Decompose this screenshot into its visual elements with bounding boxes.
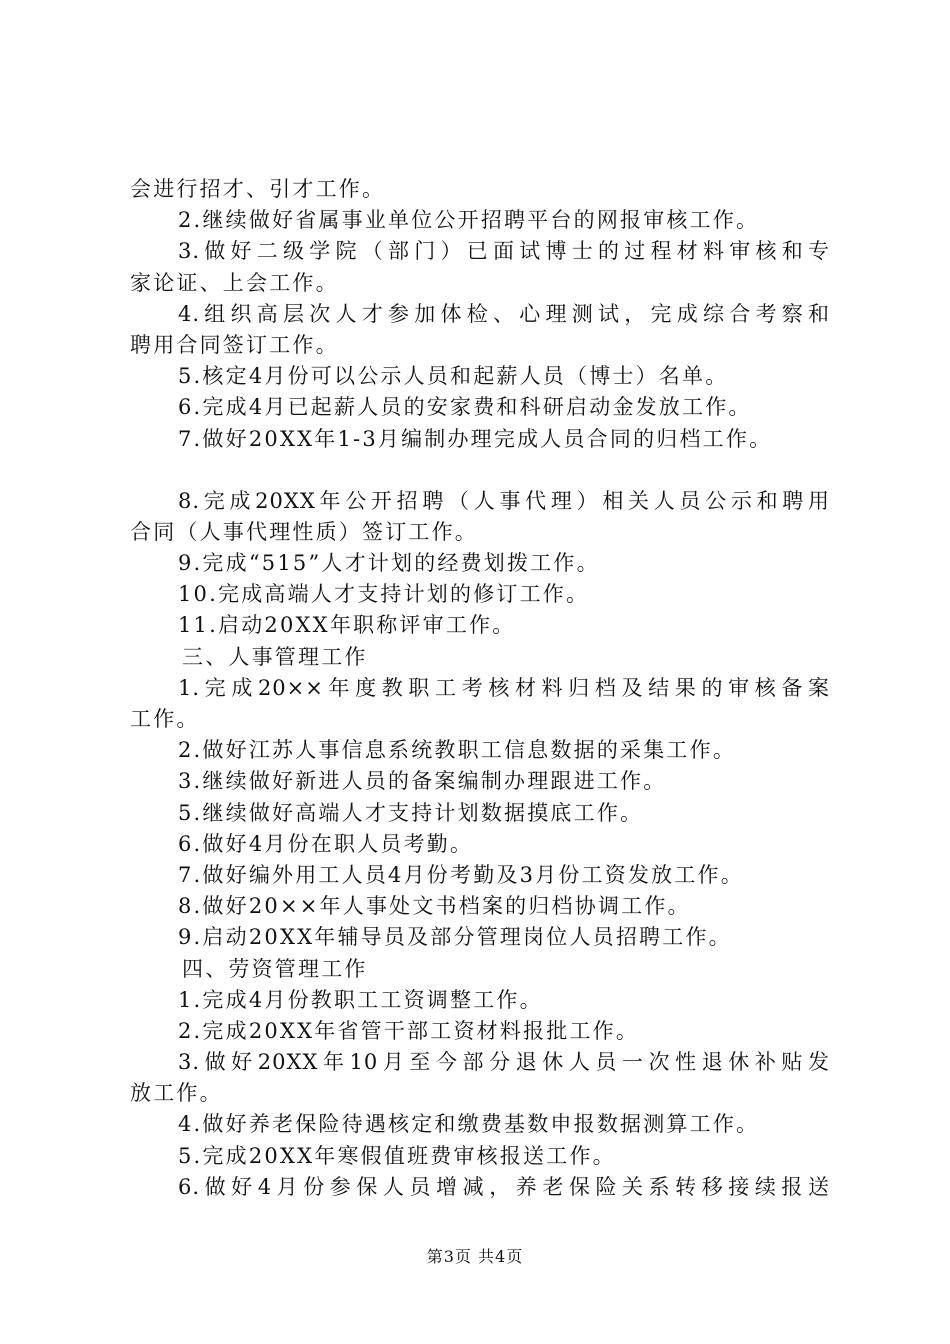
list-item: 7.做好编外用工人员4月份考勤及3月份工资发放工作。 — [178, 862, 744, 887]
list-item: 1.完成4月份教职工工资调整工作。 — [178, 987, 543, 1012]
text-line: 会进行招才、引才工作。 — [130, 177, 386, 201]
page-footer: 第3页 共4页 — [426, 1247, 524, 1266]
list-item: 6.做好4月份在职人员考勤。 — [178, 831, 474, 856]
list-item: 7.做好20XX年1-3月编制办理完成人员合同的归档工作。 — [178, 426, 773, 451]
text-line: 聘用合同签订工作。 — [130, 332, 339, 357]
text-line: 合同（人事代理性质）签订工作。 — [130, 519, 478, 544]
list-item: 4.组织高层次人才参加体检、心理测试，完成综合考察和 — [178, 301, 830, 326]
list-item: 3.做好二级学院（部门）已面试博士的过程材料审核和专 — [178, 239, 830, 264]
list-item: 5.完成20XX年寒假值班费审核报送工作。 — [178, 1143, 616, 1168]
list-item: 11.启动20XX年职称评审工作。 — [178, 613, 516, 638]
section-heading: 四、劳资管理工作 — [182, 956, 368, 981]
list-item: 8.完成20XX年公开招聘（人事代理）相关人员公示和聘用 — [178, 488, 830, 513]
list-item: 3.继续做好新进人员的备案编制办理跟进工作。 — [178, 769, 667, 794]
list-item: 9.完成“515”人才计划的经费划拨工作。 — [178, 551, 600, 576]
list-item: 1.完成20××年度教职工考核材料归档及结果的审核备案 — [178, 675, 830, 700]
list-item: 6.做好4月份参保人员增减，养老保险关系转移接续报送 — [178, 1174, 830, 1199]
list-item: 2.做好江苏人事信息系统教职工信息数据的采集工作。 — [178, 738, 737, 763]
text-line: 工作。 — [130, 707, 200, 731]
list-item: 5.继续做好高端人才支持计划数据摸底工作。 — [178, 800, 644, 825]
text-line: 放工作。 — [130, 1081, 223, 1106]
list-item: 9.启动20XX年辅导员及部分管理岗位人员招聘工作。 — [178, 925, 732, 950]
body-text — [130, 174, 830, 1203]
blank-line — [130, 455, 830, 486]
section-heading: 三、人事管理工作 — [182, 644, 368, 669]
list-item: 6.完成4月已起薪人员的安家费和科研启动金发放工作。 — [178, 395, 752, 420]
list-item: 10.完成高端人才支持计划的修订工作。 — [178, 582, 590, 607]
list-item: 2.继续做好省属事业单位公开招聘平台的网报审核工作。 — [178, 208, 760, 233]
list-item: 3.做好20XX年10月至今部分退休人员一次性退休补贴发 — [178, 1050, 830, 1075]
list-item: 2.完成20XX年省管干部工资材料报批工作。 — [178, 1018, 640, 1043]
text-line: 家论证、上会工作。 — [130, 270, 339, 295]
list-item: 8.做好20××年人事处文书档案的归档协调工作。 — [178, 894, 691, 919]
list-item: 4.做好养老保险待遇核定和缴费基数申报数据测算工作。 — [178, 1112, 760, 1137]
list-item: 5.核定4月份可以公示人员和起薪人员（博士）名单。 — [178, 364, 729, 389]
